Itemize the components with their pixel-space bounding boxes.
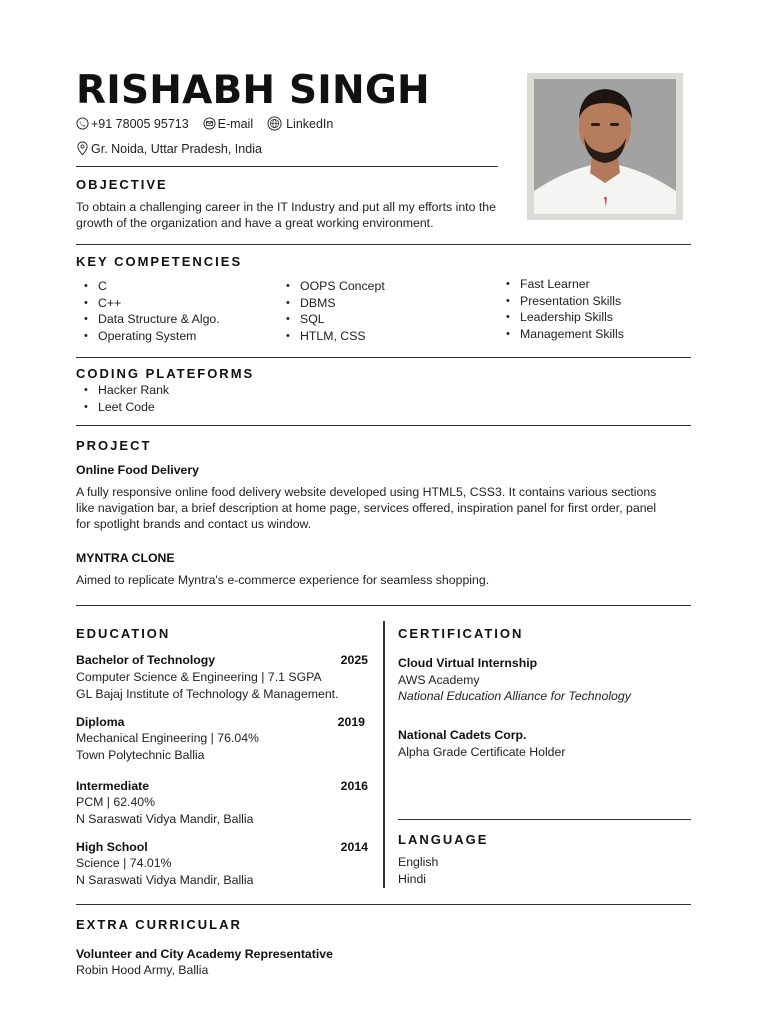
education-degree: Intermediate [76, 779, 150, 793]
project-2-title: MYNTRA CLONE [76, 551, 175, 565]
education-detail: PCM | 62.40% [76, 795, 156, 809]
project-heading: PROJECT [76, 438, 152, 453]
education-year: 2025 [340, 653, 368, 667]
list-item: • Hacker Rank [76, 382, 169, 399]
list-item: • Leadership Skills [498, 309, 624, 326]
section-divider [76, 425, 691, 426]
competencies-list-3 [498, 276, 624, 342]
section-divider [76, 357, 691, 358]
project-2-text: Aimed to replicate Myntra's e-commerce experience for seamless shopping. [76, 573, 490, 587]
column-divider [383, 621, 385, 888]
list-item: • DBMS [278, 295, 385, 312]
coding-heading: CODING PLATEFORMS [76, 366, 255, 381]
certification-1-org: National Education Alliance for Technology [398, 689, 631, 703]
list-item: • Leet Code [76, 399, 169, 416]
education-heading: EDUCATION [76, 626, 171, 641]
competencies-list-1 [76, 278, 220, 344]
section-divider [76, 904, 691, 905]
certification-2-detail: Alpha Grade Certificate Holder [398, 745, 566, 759]
objective-line-1: To obtain a challenging career in the IT Industry and put all my efforts into the [76, 200, 496, 214]
phone-icon [76, 117, 89, 130]
education-degree: High School [76, 840, 148, 854]
education-year: 2014 [340, 840, 368, 854]
education-degree: Diploma [76, 715, 125, 729]
profile-photo [534, 79, 676, 214]
list-item: • Management Skills [498, 326, 624, 343]
education-year: 2019 [337, 715, 365, 729]
globe-icon [267, 116, 282, 131]
language-item: English [398, 855, 439, 869]
location-contact [76, 141, 262, 156]
list-item: • Presentation Skills [498, 293, 624, 310]
competencies-heading: KEY COMPETENCIES [76, 254, 243, 269]
list-item: • C [76, 278, 220, 295]
education-detail: Science | 74.01% [76, 856, 172, 870]
project-1-title: Online Food Delivery [76, 463, 199, 477]
location-pin-icon [76, 141, 89, 156]
phone-contact[interactable] [76, 117, 189, 131]
location-row [76, 141, 276, 156]
education-year: 2016 [340, 779, 368, 793]
email-label: E-mail [217, 116, 254, 131]
list-item: • Operating System [76, 328, 220, 345]
coding-list [76, 382, 169, 415]
certification-2-title: National Cadets Corp. [398, 728, 527, 742]
extra-curricular-heading: EXTRA CURRICULAR [76, 917, 242, 932]
certification-heading: CERTIFICATION [398, 626, 524, 641]
section-divider [398, 819, 691, 820]
email-icon [203, 117, 216, 130]
project-1-line-2: like navigation bar, a brief description at home page, services offered, inspiration panel for first order, panel [76, 501, 657, 515]
certification-1-issuer: AWS Academy [398, 673, 480, 687]
competencies-list-2 [278, 278, 385, 344]
candidate-name: RISHABH SINGH [76, 68, 430, 113]
header-divider [76, 166, 498, 167]
education-institute: GL Bajaj Institute of Technology & Management. [76, 687, 339, 701]
location-text: Gr. Noida, Uttar Pradesh, India [91, 141, 262, 156]
linkedin-link[interactable] [267, 116, 333, 131]
language-item: Hindi [398, 872, 427, 886]
list-item: • Data Structure & Algo. [76, 311, 220, 328]
list-item: • HTLM, CSS [278, 328, 385, 345]
section-divider [76, 605, 691, 606]
language-heading: LANGUAGE [398, 832, 489, 847]
education-detail: Computer Science & Engineering | 7.1 SGPA [76, 670, 322, 684]
certification-1-title: Cloud Virtual Internship [398, 656, 538, 670]
linkedin-label: LinkedIn [286, 116, 334, 131]
education-detail: Mechanical Engineering | 76.04% [76, 731, 259, 745]
objective-heading: OBJECTIVE [76, 177, 168, 192]
section-divider [76, 244, 691, 245]
project-1-line-3: for spotlight brands and contact us window. [76, 517, 312, 531]
profile-photo-frame [527, 73, 683, 220]
education-institute: Town Polytechnic Ballia [76, 748, 205, 762]
person-silhouette-icon [534, 79, 676, 214]
phone-number: +91 78005 95713 [91, 116, 189, 131]
list-item: • C++ [76, 295, 220, 312]
project-1-line-1: A fully responsive online food delivery website developed using HTML5, CSS3. It contains various sections [76, 485, 657, 499]
list-item: • OOPS Concept [278, 278, 385, 295]
education-institute: N Saraswati Vidya Mandir, Ballia [76, 873, 254, 887]
education-institute: N Saraswati Vidya Mandir, Ballia [76, 812, 254, 826]
extra-curricular-detail: Robin Hood Army, Ballia [76, 963, 209, 977]
objective-line-2: growth of the organization and have a great working environment. [76, 216, 434, 230]
list-item: • SQL [278, 311, 385, 328]
contact-row [76, 116, 347, 131]
email-link[interactable] [203, 117, 253, 131]
extra-curricular-title: Volunteer and City Academy Representative [76, 947, 333, 961]
list-item: • Fast Learner [498, 276, 624, 293]
education-degree: Bachelor of Technology [76, 653, 216, 667]
